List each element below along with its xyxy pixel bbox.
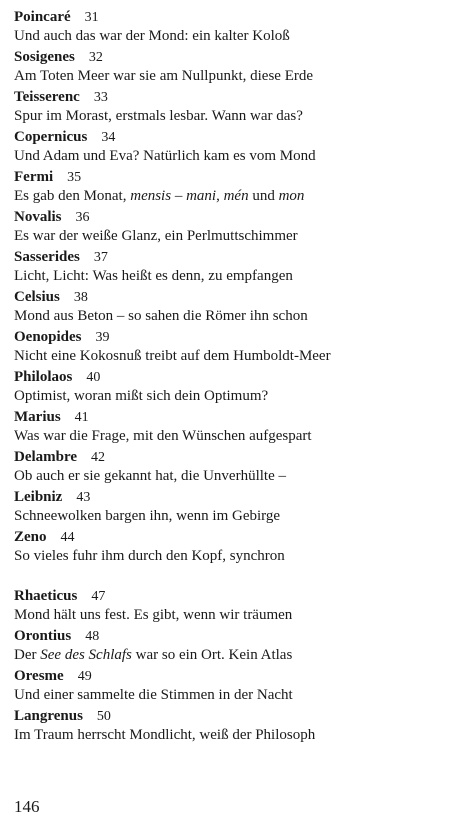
entry-number: 41 xyxy=(74,410,89,425)
entry-leibniz xyxy=(14,486,458,526)
entry-title: Copernicus xyxy=(14,129,88,145)
entry-langrenus xyxy=(14,705,458,745)
entry-title: Sosigenes xyxy=(14,49,75,65)
entry-poincare xyxy=(14,6,458,46)
entry-zeno xyxy=(14,526,458,566)
entry-number: 49 xyxy=(77,669,92,684)
entry-number: 33 xyxy=(93,90,108,105)
entry-first-line: Und auch das war der Mond: ein kalter Koloß xyxy=(14,28,290,44)
entry-number: 35 xyxy=(67,170,82,185)
entry-title: Rhaeticus xyxy=(14,588,78,604)
entry-first-line: Es war der weiße Glanz, ein Perlmuttschimmer xyxy=(14,228,298,244)
section-gap xyxy=(14,566,458,585)
entry-title: Marius xyxy=(14,409,61,425)
entry-sosigenes xyxy=(14,46,458,86)
entry-first-line: Am Toten Meer war sie am Nullpunkt, diese Erde xyxy=(14,68,314,84)
entry-title: Oenopides xyxy=(14,329,82,345)
entry-number: 44 xyxy=(60,530,75,545)
entry-delambre xyxy=(14,446,458,486)
entry-first-line: Im Traum herrscht Mondlicht, weiß der Philosoph xyxy=(14,727,316,743)
entry-fermi xyxy=(14,166,458,206)
entry-title: Novalis xyxy=(14,209,62,225)
poem-index xyxy=(14,6,458,745)
entry-title: Sasserides xyxy=(14,249,80,265)
entry-title: Delambre xyxy=(14,449,78,465)
entry-number: 36 xyxy=(75,210,90,225)
entry-first-line: Nicht eine Kokosnuß treibt auf dem Humboldt-Meer xyxy=(14,348,331,364)
entry-first-line: Optimist, woran mißt sich dein Optimum? xyxy=(14,388,269,404)
entry-number: 42 xyxy=(91,450,106,465)
entry-first-line: Und einer sammelte die Stimmen in der Nacht xyxy=(14,687,293,703)
entry-number: 34 xyxy=(101,130,116,145)
entry-first-line: So vieles fuhr ihm durch den Kopf, synchron xyxy=(14,548,285,564)
entry-first-line: Mond aus Beton – so sahen die Römer ihn schon xyxy=(14,308,308,324)
entry-number: 48 xyxy=(85,629,100,644)
entry-first-line: Und Adam und Eva? Natürlich kam es vom Mond xyxy=(14,148,316,164)
page-number: 146 xyxy=(14,797,40,816)
entry-title: Philolaos xyxy=(14,369,73,385)
entry-title: Poincaré xyxy=(14,9,71,25)
entry-copernicus xyxy=(14,126,458,166)
entry-title: Teisserenc xyxy=(14,89,80,105)
entry-first-line: Ob auch er sie gekannt hat, die Unverhüllte – xyxy=(14,468,286,484)
entry-oresme xyxy=(14,665,458,705)
entry-number: 38 xyxy=(73,290,88,305)
entry-group-1 xyxy=(14,6,458,566)
entry-orontius xyxy=(14,625,458,665)
entry-title: Zeno xyxy=(14,529,47,545)
entry-oenopides xyxy=(14,326,458,366)
entry-number: 37 xyxy=(93,250,108,265)
entry-first-line: Schneewolken bargen ihn, wenn im Gebirge xyxy=(14,508,281,524)
entry-first-line: Mond hält uns fest. Es gibt, wenn wir träumen xyxy=(14,607,293,623)
entry-novalis xyxy=(14,206,458,246)
entry-first-line: Der See des Schlafs war so ein Ort. Kein Atlas xyxy=(14,647,293,663)
entry-title: Langrenus xyxy=(14,708,83,724)
entry-title: Leibniz xyxy=(14,489,63,505)
entry-number: 50 xyxy=(96,709,111,724)
entry-number: 32 xyxy=(88,50,103,65)
entry-title: Orontius xyxy=(14,628,72,644)
entry-number: 47 xyxy=(91,589,106,604)
entry-sasserides xyxy=(14,246,458,286)
entry-marius xyxy=(14,406,458,446)
entry-first-line: Was war die Frage, mit den Wünschen aufgespart xyxy=(14,428,312,444)
entry-title: Fermi xyxy=(14,169,54,185)
entry-group-2 xyxy=(14,585,458,745)
entry-number: 31 xyxy=(84,10,99,25)
entry-rhaeticus xyxy=(14,585,458,625)
entry-first-line: Licht, Licht: Was heißt es denn, zu empfangen xyxy=(14,268,293,284)
entry-teisserenc xyxy=(14,86,458,126)
entry-title: Celsius xyxy=(14,289,60,305)
entry-number: 39 xyxy=(95,330,110,345)
entry-first-line: Es gab den Monat, mensis – mani, mén und mon xyxy=(14,188,305,204)
entry-title: Oresme xyxy=(14,668,64,684)
entry-number: 40 xyxy=(86,370,101,385)
entry-celsius xyxy=(14,286,458,326)
entry-number: 43 xyxy=(76,490,91,505)
entry-first-line: Spur im Morast, erstmals lesbar. Wann war das? xyxy=(14,108,303,124)
entry-philolaos xyxy=(14,366,458,406)
